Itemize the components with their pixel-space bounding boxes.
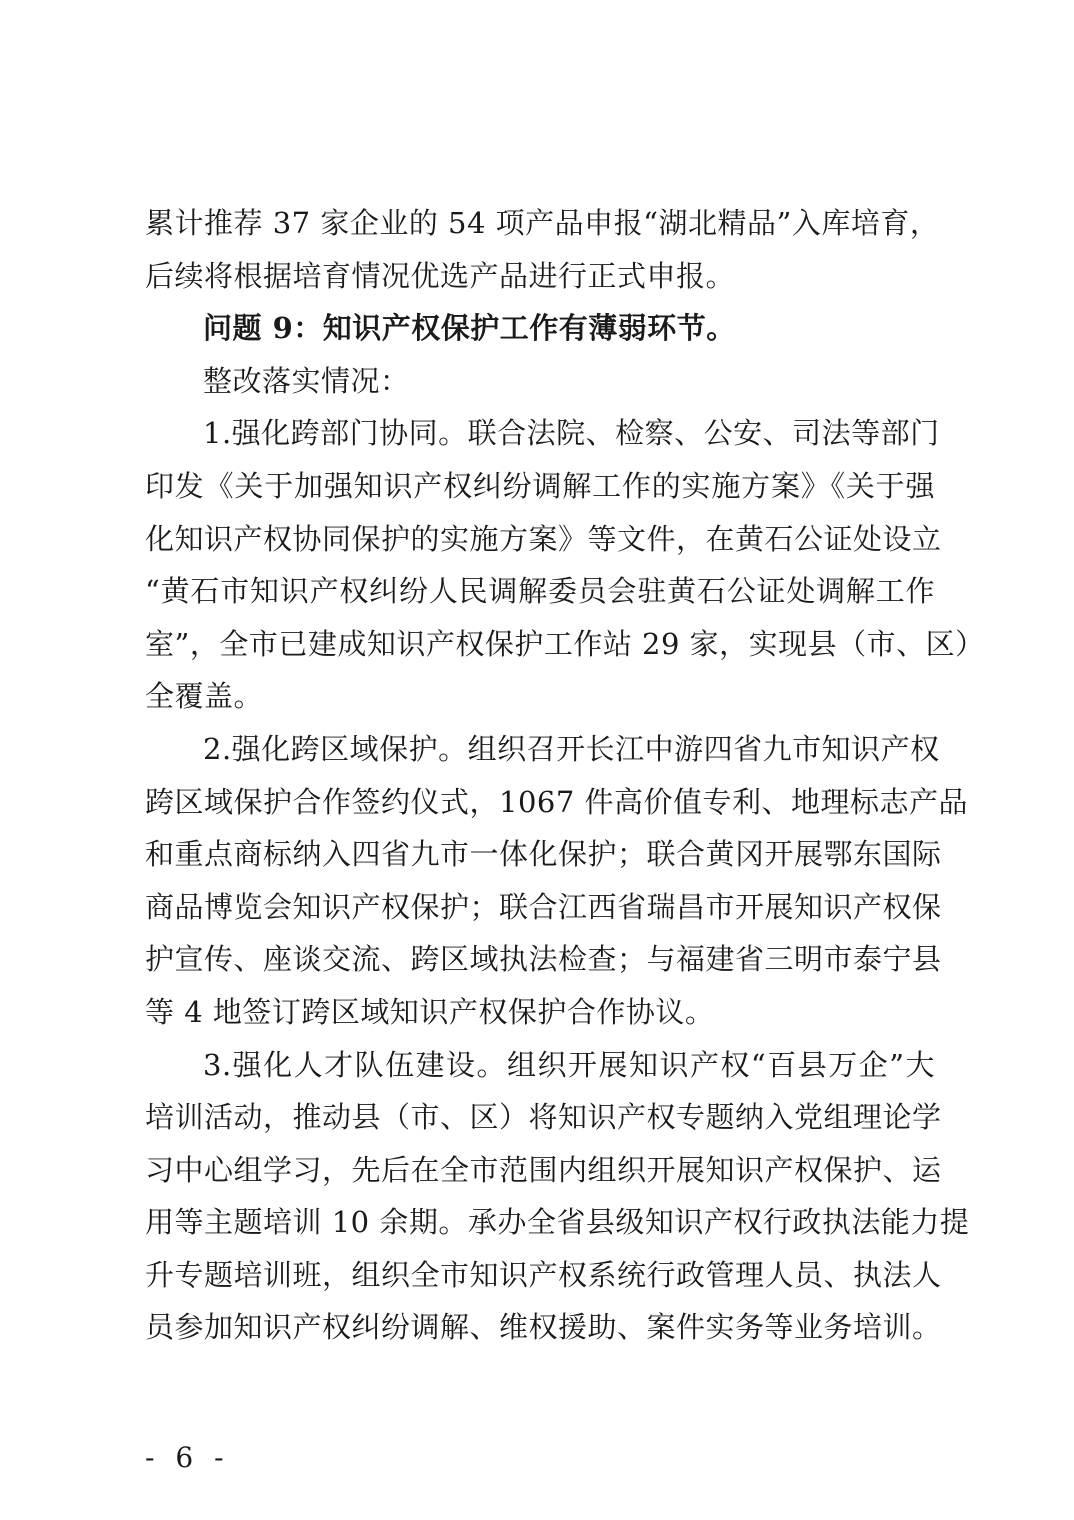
text-line: 室”，全市已建成知识产权保护工作站 29 家，实现县（市、区） [145,626,985,661]
text-line: 商品博览会知识产权保护；联合江西省瑞昌市开展知识产权保 [145,889,942,924]
text-line: 后续将根据培育情况优选产品进行正式申报。 [145,258,736,293]
page-number: - 6 - [145,1441,230,1474]
text-line: 2.强化跨区域保护。组织召开长江中游四省九市知识产权 [203,731,940,766]
text-line: 1.强化跨部门协同。联合法院、检察、公安、司法等部门 [203,416,940,451]
body-text [145,197,985,1354]
text-line: 3.强化人才队伍建设。组织开展知识产权“百县万企”大 [203,1047,935,1082]
text-line: 整改落实情况： [203,363,410,398]
text-line: 升专题培训班，组织全市知识产权系统行政管理人员、执法人 [145,1257,942,1292]
text-line: 培训活动，推动县（市、区）将知识产权专题纳入党组理论学 [145,1100,942,1135]
text-line: 习中心组学习，先后在全市范围内组织开展知识产权保护、运 [145,1152,942,1187]
text-line: 跨区域保护合作签约仪式，1067 件高价值专利、地理标志产品 [145,784,969,819]
text-line: 印发《关于加强知识产权纠纷调解工作的实施方案》《关于强 [145,468,935,503]
text-line: 等 4 地签订跨区域知识产权保护合作协议。 [145,994,715,1029]
text-line: “黄石市知识产权纠纷人民调解委员会驻黄石公证处调解工作 [145,574,935,609]
text-line: 护宣传、座谈交流、跨区域执法检查；与福建省三明市泰宁县 [145,942,942,977]
text-line: 和重点商标纳入四省九市一体化保护；联合黄冈开展鄂东国际 [145,837,942,872]
text-line: 全覆盖。 [145,679,264,714]
text-line: 用等主题培训 10 余期。承办全省县级知识产权行政执法能力提 [145,1205,970,1240]
section-heading: 问题 9：知识产权保护工作有薄弱环节。 [203,311,736,346]
text-line: 累计推荐 37 家企业的 54 项产品申报“湖北精品”入库培育， [145,206,940,240]
text-line: 化知识产权协同保护的实施方案》等文件，在黄石公证处设立 [145,521,942,556]
text-line: 员参加知识产权纠纷调解、维权援助、案件实务等业务培训。 [145,1310,942,1345]
